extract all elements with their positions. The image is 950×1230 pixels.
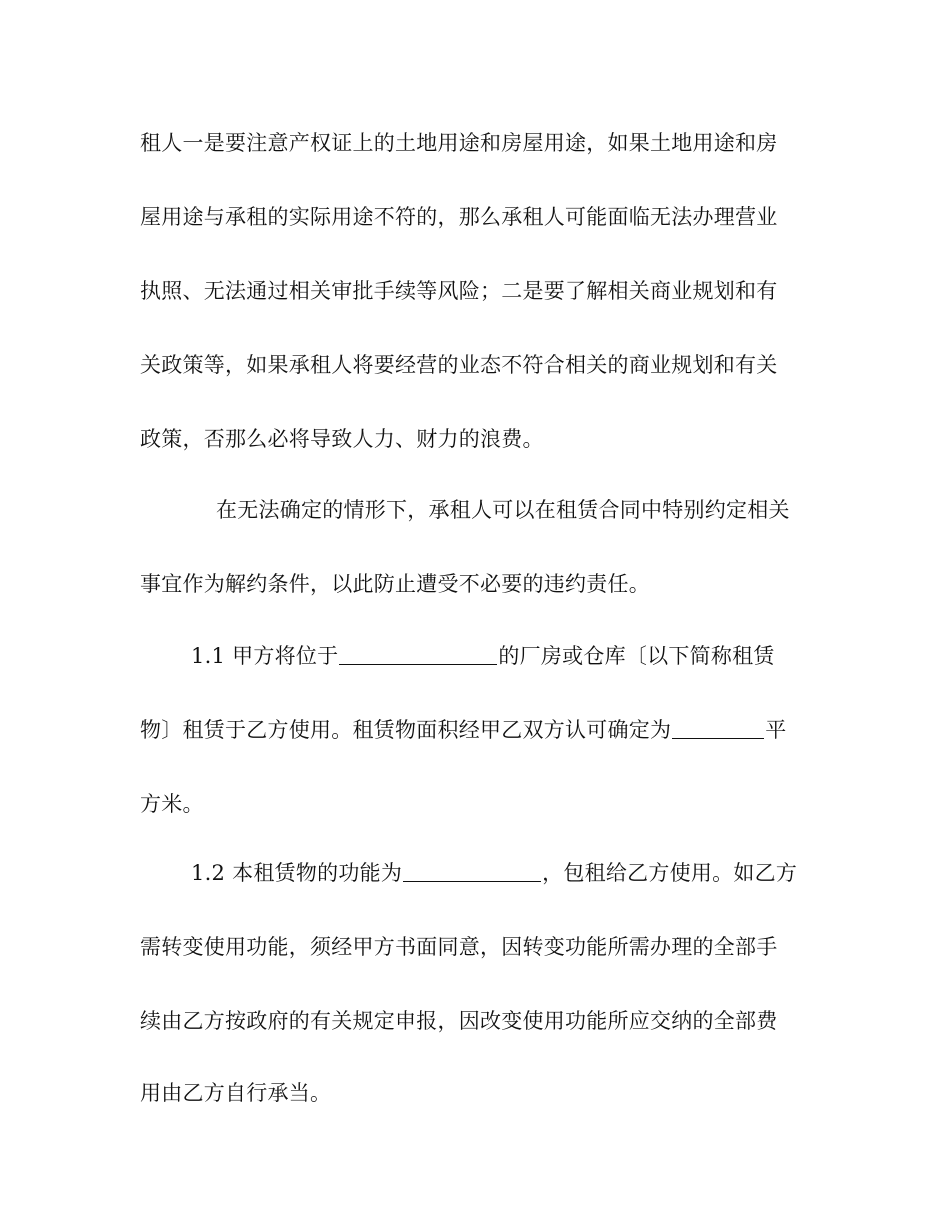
clause-1-1-line-1 [191, 641, 861, 671]
clause-1-2-text-b: ，包租给乙方使用。如乙方 [542, 861, 798, 885]
paragraph-1-line-3: 执照、无法通过相关审批手续等风险；二是要了解相关商业规划和有 [140, 279, 778, 303]
clause-1-1-text-c: 物〕租赁于乙方使用。租赁物面积经甲乙双方认可确定为 [140, 718, 672, 742]
paragraph-1-line-4: 关政策等，如果承租人将要经营的业态不符合相关的商业规划和有关 [140, 353, 778, 377]
paragraph-1-line-1: 租人一是要注意产权证上的土地用途和房屋用途，如果土地用途和房 [140, 131, 778, 155]
clause-1-2-line-4: 用由乙方自行承当。 [140, 1081, 332, 1105]
clause-1-2-line-3: 续由乙方按政府的有关规定申报，因改变使用功能所应交纳的全部费 [140, 1009, 778, 1033]
clause-1-1-text-b: 的厂房或仓库〔以下简称租赁 [498, 644, 775, 668]
location-blank [339, 645, 497, 665]
paragraph-2-line-2: 事宜作为解约条件，以此防止遭受不必要的违约责任。 [140, 572, 650, 596]
paragraph-1-line-2: 屋用途与承租的实际用途不符的，那么承租人可能面临无法办理营业 [140, 205, 778, 229]
area-blank [672, 719, 764, 739]
clause-1-1-line-3: 方米。 [140, 792, 204, 816]
clause-1-2-text-a: 1.2 本租赁物的功能为 [191, 861, 403, 885]
function-blank [403, 862, 541, 882]
clause-1-2-line-2: 需转变使用功能，须经甲方书面同意，因转变功能所需办理的全部手 [140, 935, 778, 959]
clause-1-1-text-d: 平 [765, 718, 787, 742]
paragraph-1-line-5: 政策，否那么必将导致人力、财力的浪费。 [140, 427, 544, 451]
clause-1-2-line-1 [191, 858, 861, 888]
clause-1-1-line-2 [140, 715, 810, 745]
clause-1-1-text-a: 1.1 甲方将位于 [191, 644, 339, 668]
paragraph-2-line-1: 在无法确定的情形下，承租人可以在租赁合同中特别约定相关 [216, 498, 790, 522]
